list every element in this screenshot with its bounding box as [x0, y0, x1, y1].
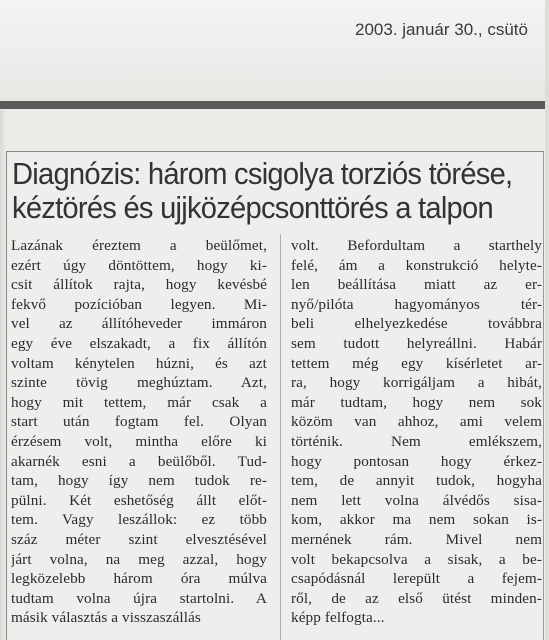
article-column-right [291, 236, 542, 628]
article-text-line: akarnék esni a beülőből. Tud- [11, 452, 267, 470]
article-text-line: hogy mit tettem, már csak a [11, 393, 267, 411]
article-text-line: start után fogtam fel. Olyan [11, 413, 267, 431]
newspaper-top-margin [0, 0, 549, 106]
article-text-line: egy éve elszakadt, a fix állítón [11, 334, 267, 352]
column-divider [280, 234, 281, 640]
article-text-line: már tudtam, hogy nem sok [291, 393, 542, 411]
article-text-line: érzésem volt, mintha előre ki [11, 432, 267, 450]
article-text-line: tudtam volna újra startolni. A [11, 589, 267, 607]
article-text-line: történik. Nem emlékszem, [291, 432, 542, 450]
article-text-line: Lazának éreztem a beülőmet, [11, 237, 267, 254]
article-text-line: járt volna, na meg azzal, hogy [11, 550, 267, 568]
article-text-line: tem. Vagy leszállok: ez több [11, 511, 267, 529]
headline-line: kéztörés és ujjközépcsonttörés a talpon [12, 190, 493, 225]
article-text-line: képp felfogta... [291, 609, 385, 627]
article-text-line: len beállítása miatt az er- [291, 276, 542, 294]
article-text-line: vel az állítóheveder immáron [11, 315, 267, 333]
article-text-line: volt bekapcsolva a sisak, a be- [291, 550, 542, 568]
article-text-line: pülni. Két eshetőség állt előt- [11, 491, 267, 509]
article-text-line: kom, akkor ma nem sokan is- [291, 511, 542, 529]
article-text-line: másik választás a visszaszállás [11, 609, 201, 627]
article-text-line: szinte tövig meghúztam. Azt, [11, 374, 267, 392]
article-text-line: felé, ám a konstrukció helyte- [291, 256, 542, 274]
article-text-line: nem lett volna álvédős sisa- [291, 491, 542, 509]
issue-date: 2003. január 30., csütö [355, 20, 528, 39]
article-text-line: voltam kénytelen húzni, és azt [11, 354, 267, 372]
headline-line: Diagnózis: három csigolya torziós törése, [12, 156, 513, 191]
article-text-line: közöm van ahhoz, ami velem [291, 413, 542, 431]
article-text-line: tam, hogy így nem tudok re- [11, 472, 267, 490]
article-text-line: volt. Befordultam a starthely [291, 237, 542, 254]
article-text-line: ről, de az első ütést minden- [291, 589, 542, 607]
header-rule [0, 101, 549, 109]
article-text-line: nyő/pilóta hagyományos tér- [291, 295, 542, 313]
article-text-line: tettem még egy kísérletet ar- [291, 354, 542, 372]
article-clipping [6, 151, 544, 640]
article-text-line: beli elhelyezkedése továbbra [291, 315, 542, 333]
article-text-line: mernének rám. Mivel nem [291, 530, 542, 548]
article-text-line: tem, de annyit tudok, hogyha [291, 472, 542, 490]
article-text-line: csapódásnál lerepült a fejem- [291, 570, 542, 588]
article-text-line: legközelebb három óra múlva [11, 570, 267, 588]
article-text-line: ra, hogy korrigáljam a hibát, [291, 374, 542, 392]
article-text-line: ezért úgy döntöttem, hogy ki- [11, 256, 267, 274]
paper-edge-right [545, 0, 549, 640]
article-text-line: csit állítok rajta, hogy kevésbé [11, 276, 267, 294]
article-text-line: fekvő pozícióban legyen. Mi- [11, 295, 267, 313]
article-headline [12, 156, 513, 225]
article-text-line: hogy pontosan hogy érkez- [291, 452, 542, 470]
article-text-line: sem tudott helyreállni. Habár [291, 334, 542, 352]
article-column-left [11, 236, 267, 628]
article-text-line: száz méter szint elvesztésével [11, 530, 267, 548]
